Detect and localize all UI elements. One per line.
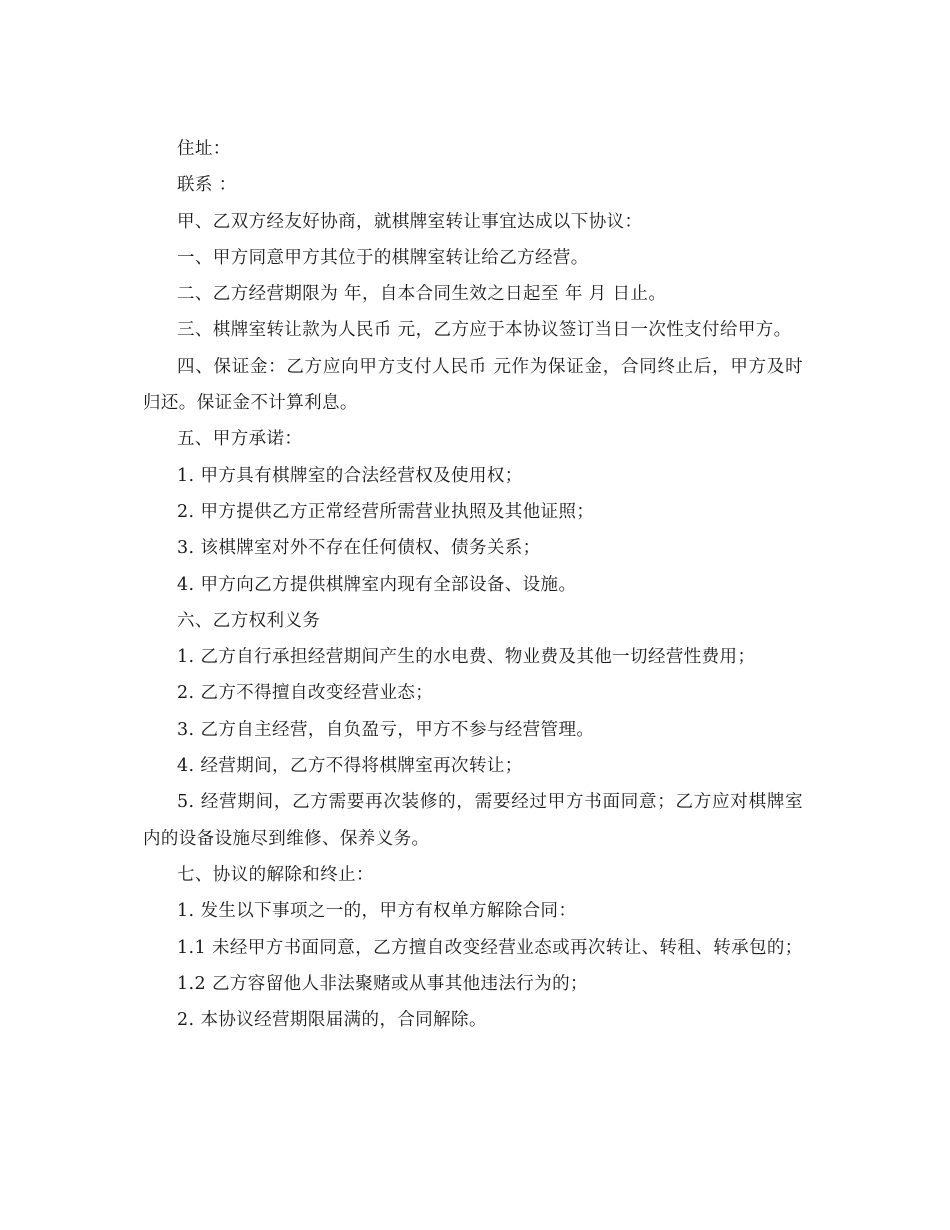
address-line: 住址： bbox=[177, 139, 231, 159]
clause-7-item-1-2: 1.2 乙方容留他人非法聚赌或从事其他违法行为的； bbox=[177, 973, 588, 994]
clause-7-heading: 七、协议的解除和终止： bbox=[177, 864, 374, 885]
clause-4-deposit: 四、保证金：乙方应向甲方支付人民币 元作为保证金，合同终止后，甲方及时归还。保证金不计算利息。 bbox=[143, 356, 803, 414]
clause-6-heading: 六、乙方权利义务 bbox=[177, 610, 321, 631]
clause-5-heading: 五、甲方承诺： bbox=[177, 429, 303, 450]
clause-5-item-3: 3. 该棋牌室对外不存在任何债权、债务关系； bbox=[177, 538, 541, 559]
clause-6-item-4: 4. 经营期间，乙方不得将棋牌室再次转让； bbox=[177, 756, 523, 777]
clause-5-item-1: 1. 甲方具有棋牌室的合法经营权及使用权； bbox=[177, 465, 523, 486]
clause-1: 一、甲方同意甲方其位于的棋牌室转让给乙方经营。 bbox=[177, 247, 589, 268]
clause-7-item-2: 2. 本协议经营期限届满的，合同解除。 bbox=[177, 1010, 487, 1031]
clause-6-item-2: 2. 乙方不得擅自改变经营业态； bbox=[177, 683, 434, 704]
clause-3: 三、棋牌室转让款为人民币 元，乙方应于本协议签订当日一次性支付给甲方。 bbox=[177, 320, 792, 341]
clause-7-item-1-1: 1.1 未经甲方书面同意，乙方擅自改变经营业态或再次转让、转租、转承包的； bbox=[177, 937, 803, 958]
clause-7-item-1: 1. 发生以下事项之一的，甲方有权单方解除合同： bbox=[177, 901, 577, 922]
clause-5-item-4: 4. 甲方向乙方提供棋牌室内现有全部设备、设施。 bbox=[177, 574, 577, 595]
clause-6-item-3: 3. 乙方自主经营，自负盈亏，甲方不参与经营管理。 bbox=[177, 719, 595, 740]
contact-line: 联系 ： bbox=[177, 175, 237, 196]
clause-6-item-1: 1. 乙方自行承担经营期间产生的水电费、物业费及其他一切经营性费用； bbox=[177, 647, 756, 668]
clause-2: 二、乙方经营期限为 年，自本合同生效之日起至 年 月 日止。 bbox=[177, 284, 667, 305]
document-body bbox=[143, 131, 803, 1038]
clause-6-item-5: 5. 经营期间，乙方需要再次装修的，需要经过甲方书面同意；乙方应对棋牌室内的设备设施尽到维修、保养义务。 bbox=[143, 792, 803, 849]
preamble-paragraph: 甲、乙双方经友好协商，就棋牌室转让事宜达成以下协议： bbox=[177, 211, 643, 232]
clause-5-item-2: 2. 甲方提供乙方正常经营所需营业执照及其他证照； bbox=[177, 501, 595, 522]
